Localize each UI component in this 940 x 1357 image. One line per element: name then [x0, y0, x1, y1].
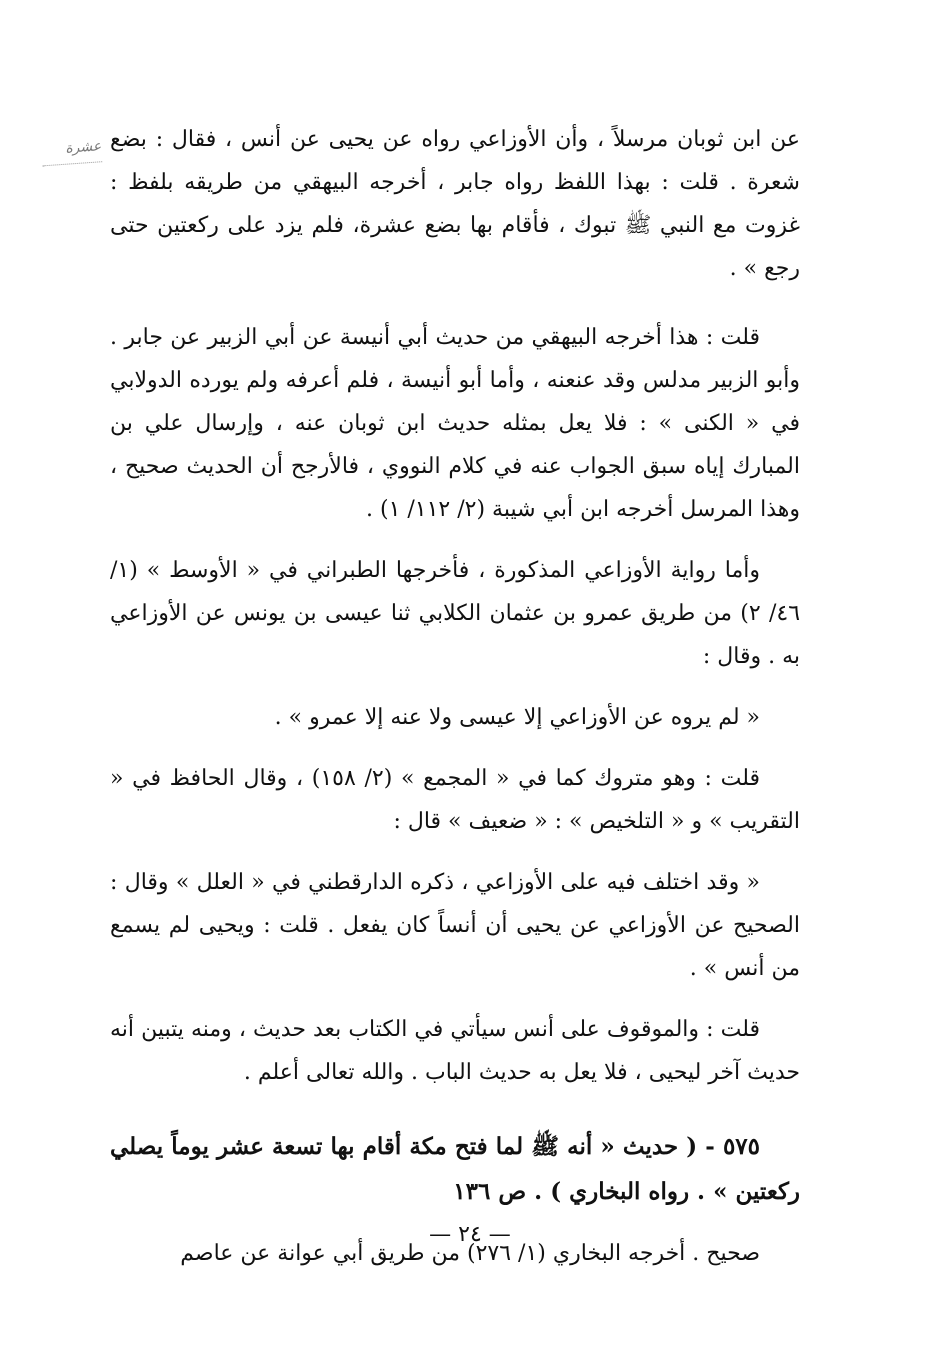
paragraph-6: « وقد اختلف فيه على الأوزاعي ، ذكره الدارقطني في « العلل » وقال : الصحيح عن الأوزاعي عن يحيى أن أنساً كان يفعل . قلت : ويحيى لم يسمع من أنس » . — [110, 870, 800, 981]
margin-note-text: عشرة — [64, 138, 102, 157]
paragraph-2: قلت : هذا أخرجه البيهقي من حديث أبي أنيسة عن أبي الزبير عن جابر . وأبو الزبير مدلس وقد عنعنه ، وأما أبو أنيسة ، فلم أعرفه ولم يورده الدولابي في « الكنى » : فلا يعل بمثله حديث ابن ثوبان عنه ، وإرسال علي بن المبارك إياه سبق الجواب عنه في كلام النووي ، فالأرجح أن الحديث صحيح ، وهذا المرسل أخرجه ابن أبي شيبة (٢/ ١١٢/ ١) . — [110, 325, 800, 522]
paragraph-4: « لم يروه عن الأوزاعي إلا عيسى ولا عنه إلا عمرو » . — [274, 705, 760, 730]
paragraph-1: عن ابن ثوبان مرسلاً ، وأن الأوزاعي رواه عن يحيى عن أنس ، فقال : بضع شعرة . قلت : بهذا اللفظ رواه جابر ، أخرجه البيهقي من طريقه بلفظ : غزوت مع النبي ﷺ تبوك ، فأقام بها بضع عشرة، فلم يزد على ركعتين حتى رجع » . — [110, 127, 800, 281]
page-body — [110, 118, 800, 1275]
paragraph-3: وأما رواية الأوزاعي المذكورة ، فأخرجها الطبراني في « الأوسط » (١/ ٤٦/ ٢) من طريق عمرو بن عثمان الكلابي ثنا عيسى بن يونس عن الأوزاعي به . وقال : — [110, 558, 801, 669]
paragraph-8: صحيح . أخرجه البخاري (١/ ٢٧٦) من طريق أبي عوانة عن عاصم — [180, 1241, 760, 1266]
hadith-heading: ٥٧٥ - ( حديث « أنه ﷺ لما فتح مكة أقام بها تسعة عشر يوماً يصلي ركعتين » . رواه البخاري ) . ص ١٣٦ — [110, 1133, 800, 1205]
paragraph-5: قلت : وهو متروك كما في « المجمع » (٢/ ١٥٨) ، وقال الحافظ في « التقريب » و « التلخيص » : « ضعيف » قال : — [110, 766, 800, 834]
margin-note — [21, 137, 104, 182]
page-number: — ٢٤ — — [429, 1222, 511, 1247]
paragraph-7: قلت : والموقوف على أنس سيأتي في الكتاب بعد حديث ، ومنه يتبين أنه حديث آخر ليحيى ، فلا يعل به حديث الباب . والله تعالى أعلم . — [110, 1017, 800, 1085]
margin-note-underline — [42, 161, 102, 166]
